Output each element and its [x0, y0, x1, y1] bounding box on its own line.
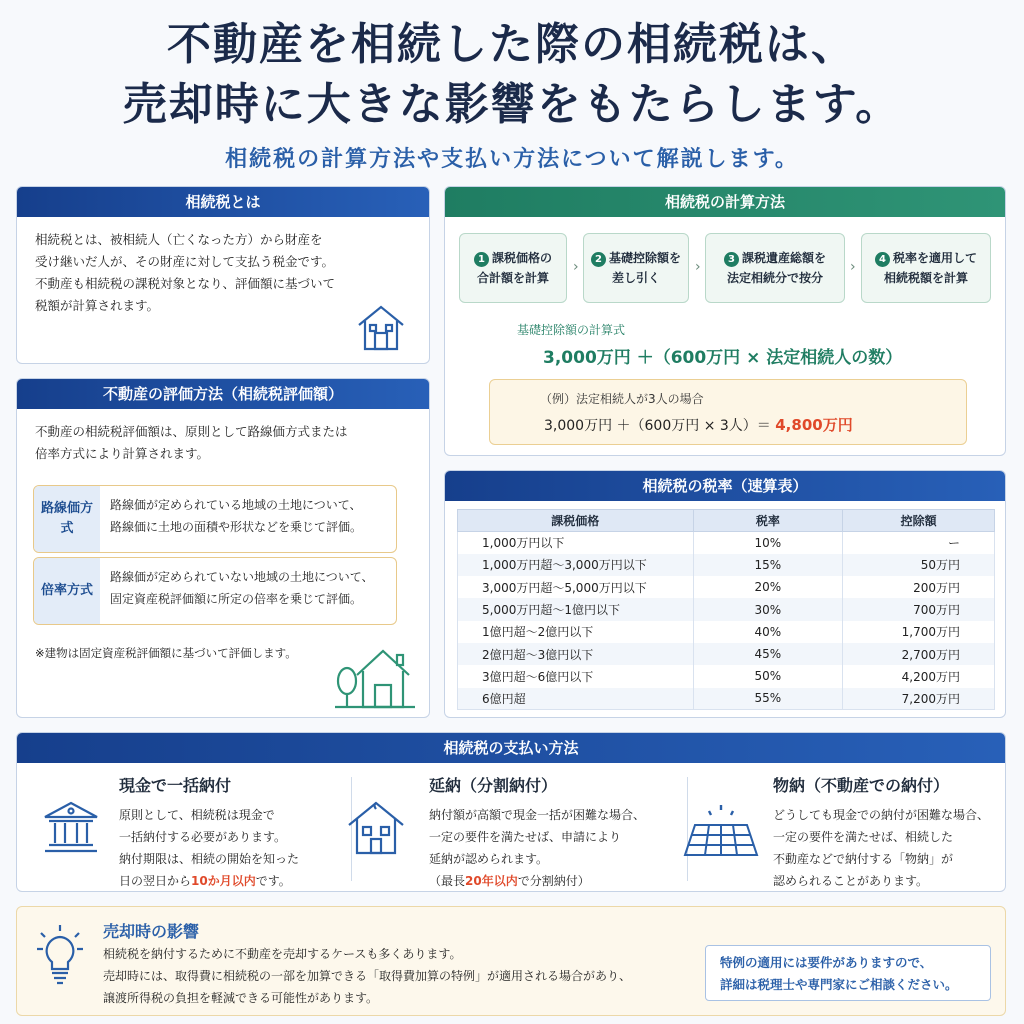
impact-note-box [705, 945, 991, 1001]
table-cell: 1,700万円 [843, 621, 995, 643]
lightbulb-icon [35, 923, 85, 987]
table-cell: 1,000万円以下 [458, 532, 694, 554]
table-cell: 45% [693, 643, 843, 665]
what-is-heading: 相続税とは [17, 187, 429, 217]
table-cell: ー [843, 532, 995, 554]
table-cell: 2,700万円 [843, 643, 995, 665]
step-number: 1 [474, 252, 489, 267]
calc-heading: 相続税の計算方法 [445, 187, 1005, 217]
payment-desc: 納付期限は、相続の開始を知った [119, 852, 300, 866]
table-cell: 40% [693, 621, 843, 643]
table-row [458, 554, 995, 576]
step-line: 差し引く [611, 271, 660, 285]
table-row [458, 621, 995, 643]
table-cell: 7,200万円 [843, 688, 995, 710]
payment-desc: 認められることがあります。 [773, 874, 929, 888]
payment-highlight: 10か月以内 [191, 874, 256, 888]
step-line: 税率を適用して [892, 251, 977, 265]
step-number: 2 [591, 252, 606, 267]
table-cell: 4,200万円 [843, 665, 995, 687]
valuation-note: ※建物は固定資産税評価額に基づいて評価します。 [35, 646, 297, 660]
table-cell: 1億円超～2億円以下 [458, 621, 694, 643]
table-cell: 15% [693, 554, 843, 576]
method-rosenka [33, 485, 397, 553]
rates-table [457, 509, 995, 710]
method-label: 倍率方式 [34, 558, 100, 624]
calc-step-4 [861, 233, 991, 303]
impact-line: 譲渡所得税の負担を軽減できる可能性があります。 [103, 991, 379, 1005]
payment-card [16, 732, 1006, 892]
payment-title: 現金で一括納付 [119, 776, 232, 795]
payment-desc: 納付額が高額で現金一括が困難な場合、 [429, 808, 646, 822]
col-header: 課税価格 [458, 510, 694, 532]
table-cell: 3,000万円超～5,000万円以下 [458, 576, 694, 598]
payment-desc: 日の翌日から [119, 874, 192, 888]
house-tree-icon [333, 641, 417, 711]
what-is-line: 税額が計算されます。 [35, 298, 160, 313]
method-desc: 路線価に土地の面積や形状などを乗じて評価。 [110, 520, 363, 534]
table-row [458, 598, 995, 620]
valuation-intro: 倍率方式により計算されます。 [35, 446, 210, 461]
house-icon [345, 797, 407, 859]
impact-card [16, 906, 1006, 1016]
method-label: 路線価方式 [34, 486, 100, 552]
table-cell: 55% [693, 688, 843, 710]
payment-desc: 一定の要件を満たせば、相続した [773, 830, 954, 844]
payment-desc: 延納が認められます。 [429, 852, 549, 866]
impact-note: 特例の適用には要件がありますので、 [720, 955, 933, 970]
table-cell: 200万円 [843, 576, 995, 598]
payment-desc: 一括納付する必要があります。 [119, 830, 287, 844]
chevron-right-icon: › [850, 259, 856, 275]
method-desc: 固定資産税評価額に所定の倍率を乗じて評価。 [110, 592, 363, 606]
table-cell: 1,000万円超～3,000万円以下 [458, 554, 694, 576]
example-box [489, 379, 967, 445]
step-number: 3 [724, 252, 739, 267]
rates-card [444, 470, 1006, 718]
table-cell: 10% [693, 532, 843, 554]
table-cell: 20% [693, 576, 843, 598]
payment-desc: 原則として、相続税は現金で [119, 808, 275, 822]
payment-desc: 一定の要件を満たせば、申請により [429, 830, 622, 844]
method-desc: 路線価が定められていない地域の土地について、 [110, 570, 374, 584]
step-line: 課税価格の [491, 251, 552, 265]
method-bairitsu [33, 557, 397, 625]
land-plot-icon [681, 799, 761, 859]
payment-desc: （最長 [429, 874, 466, 888]
step-line: 基礎控除額を [608, 251, 681, 265]
house-icon [355, 301, 407, 353]
col-header: 税率 [693, 510, 843, 532]
table-cell: 700万円 [843, 598, 995, 620]
formula: 3,000万円 ＋（600万円 × 法定相続人の数） [543, 348, 903, 368]
valuation-intro: 不動産の相続税評価額は、原則として路線価方式または [35, 424, 348, 439]
payment-desc: 不動産などで納付する「物納」が [773, 852, 954, 866]
calc-step-1 [459, 233, 567, 303]
impact-heading: 売却時の影響 [103, 922, 200, 941]
example-formula: 3,000万円 ＋（600万円 × 3人）＝ [544, 418, 771, 434]
valuation-heading: 不動産の評価方法（相続税評価額） [17, 379, 429, 409]
chevron-right-icon: › [695, 259, 701, 275]
step-line: 法定相続分で按分 [726, 271, 823, 285]
chevron-right-icon: › [573, 259, 579, 275]
example-result: 4,800万円 [775, 416, 853, 434]
page-title-line1: 不動産を相続した際の相続税は、 [167, 19, 857, 70]
step-line: 課税遺産総額を [741, 251, 826, 265]
table-cell: 5,000万円超～1億円以下 [458, 598, 694, 620]
valuation-card [16, 378, 430, 718]
what-is-card [16, 186, 430, 364]
calc-step-3 [705, 233, 845, 303]
table-cell: 30% [693, 598, 843, 620]
table-row [458, 532, 995, 554]
table-row [458, 688, 995, 710]
page-title-line2: 売却時に大きな影響をもたらします。 [122, 79, 902, 130]
table-cell: 6億円超 [458, 688, 694, 710]
what-is-line: 不動産も相続税の課税対象となり、評価額に基づいて [35, 276, 336, 291]
payment-desc: です。 [255, 874, 291, 888]
payment-cash [119, 773, 299, 892]
table-cell: 3億円超～6億円以下 [458, 665, 694, 687]
calc-step-2 [583, 233, 689, 303]
payment-highlight: 20年以内 [465, 874, 518, 888]
method-desc: 路線価が定められている地域の土地について、 [110, 498, 362, 512]
payment-deferred [429, 773, 645, 892]
calc-card [444, 186, 1006, 456]
bank-icon [41, 797, 101, 857]
table-cell: 50% [693, 665, 843, 687]
table-row [458, 576, 995, 598]
payment-desc: で分割納付） [517, 874, 590, 888]
example-label: （例）法定相続人が3人の場合 [540, 392, 704, 406]
rates-heading: 相続税の税率（速算表） [445, 471, 1005, 501]
step-line: 相続税額を計算 [883, 271, 968, 285]
col-header: 控除額 [843, 510, 995, 532]
table-row [458, 665, 995, 687]
what-is-line: 相続税とは、被相続人（亡くなった方）から財産を [35, 232, 323, 247]
impact-line: 相続税を納付するために不動産を売却するケースも多くあります。 [103, 947, 462, 961]
payment-heading: 相続税の支払い方法 [17, 733, 1005, 763]
formula-label: 基礎控除額の計算式 [517, 323, 626, 337]
table-cell: 2億円超～3億円以下 [458, 643, 694, 665]
table-row [458, 643, 995, 665]
impact-line: 売却時には、取得費に相続税の一部を加算できる「取得費加算の特例」が適用される場合があり、 [103, 969, 632, 983]
payment-title: 物納（不動産での納付） [773, 776, 950, 795]
payment-title: 延納（分割納付） [429, 776, 558, 795]
payment-desc: どうしても現金での納付が困難な場合、 [773, 808, 990, 822]
step-line: 合計額を計算 [476, 271, 549, 285]
what-is-line: 受け継いだ人が、その財産に対して支払う税金です。 [35, 254, 335, 269]
page-subtitle: 相続税の計算方法や支払い方法について解説します。 [225, 147, 799, 172]
table-cell: 50万円 [843, 554, 995, 576]
impact-note: 詳細は税理士や専門家にご相談ください。 [720, 977, 958, 992]
step-number: 4 [875, 252, 890, 267]
payment-in-kind [773, 773, 989, 892]
